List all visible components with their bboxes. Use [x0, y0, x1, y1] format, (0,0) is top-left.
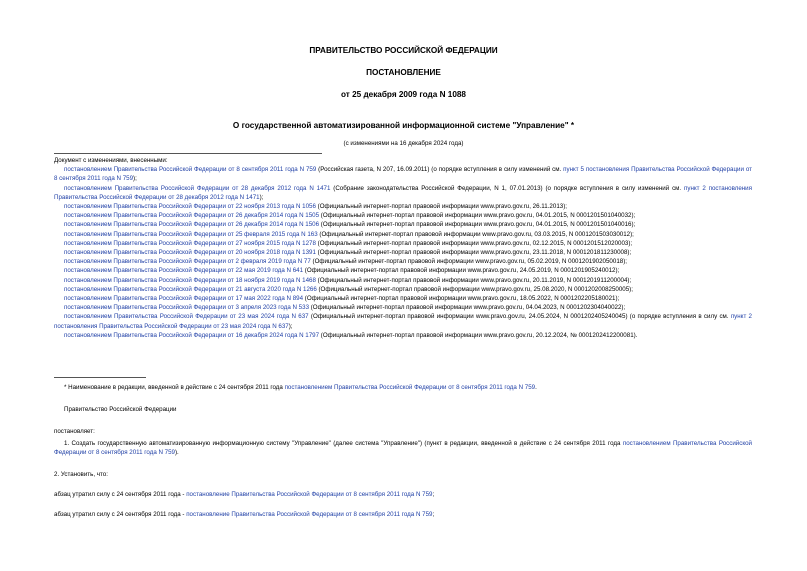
- abz2-end: ;: [432, 511, 435, 518]
- change-text: (Официальный интернет-портал правовой информации www.pravo.gov.ru, 03.03.2015, N 0001201503030012);: [317, 230, 634, 238]
- document-title: О государственной автоматизированной информационной системе "Управление" *: [232, 121, 575, 130]
- change-effective-link[interactable]: пункт 2 постановления Правительства Российской Федерации от 23 мая 2024 года N 637: [54, 313, 752, 330]
- change-link[interactable]: постановлением Правительства Российской Федерации от 28 декабря 2012 года N 1471: [64, 184, 331, 192]
- p1-text: 1. Создать государственную автоматизированную информационную систему "Управление" (далее система "Управление") (пункт в редакции, введенной в действие с 24 сентября 2011 года: [64, 440, 623, 447]
- footnote-link[interactable]: постановлением Правительства Российской Федерации от 8 сентября 2011 года N 759: [284, 384, 536, 391]
- change-item: [54, 266, 752, 275]
- changes-intro: Документ с изменениями, внесенными:: [54, 157, 168, 164]
- change-text: (Официальный интернет-портал правовой информации www.pravo.gov.ru, 24.05.2024, N 0001202405240045) (о порядке вступления в силу см.: [308, 313, 731, 321]
- changes-items: [54, 165, 752, 340]
- change-text-end: );: [133, 175, 137, 183]
- change-item: [54, 303, 752, 312]
- doc-type-heading: ПОСТАНОВЛЕНИЕ: [366, 68, 441, 77]
- change-item: [54, 230, 752, 239]
- abz2-text: абзац утратил силу с 24 сентября 2011 года -: [54, 511, 187, 518]
- government-heading: ПРАВИТЕЛЬСТВО РОССИЙСКОЙ ФЕДЕРАЦИИ: [309, 46, 498, 55]
- change-item: [54, 312, 752, 330]
- change-link[interactable]: постановлением Правительства Российской Федерации от 17 мая 2022 года N 894: [64, 295, 304, 303]
- change-item: [54, 202, 752, 211]
- footnote-separator: [54, 377, 146, 378]
- change-link[interactable]: постановлением Правительства Российской Федерации от 20 ноября 2018 года N 1391: [64, 249, 316, 257]
- change-item: [54, 257, 752, 266]
- change-text: (Российская газета, N 207, 16.09.2011) (о порядке вступления в силу изменений см.: [316, 166, 564, 174]
- p2: 2. Установить, что:: [54, 471, 108, 478]
- decrees-line: [54, 427, 752, 436]
- change-text: (Официальный интернет-портал правовой информации www.pravo.gov.ru, 04.01.2015, N 0001201501040032);: [319, 212, 636, 220]
- abzac-2: [54, 510, 752, 519]
- change-link[interactable]: постановлением Правительства Российской Федерации от 18 ноября 2019 года N 1468: [64, 276, 316, 284]
- change-link[interactable]: постановлением Правительства Российской Федерации от 3 апреля 2023 года N 533: [64, 304, 310, 312]
- change-item: [54, 276, 752, 285]
- change-link[interactable]: постановлением Правительства Российской Федерации от 26 декабря 2014 года N 1505: [64, 212, 320, 220]
- change-text: (Официальный интернет-портал правовой информации www.pravo.gov.ru, 05.02.2019, N 0001201902050018);: [310, 258, 627, 266]
- decrees: постановляет:: [54, 428, 95, 435]
- abz2-link[interactable]: постановление Правительства Российской Федерации от 8 сентября 2011 года N 759: [186, 511, 433, 518]
- changes-list: [54, 156, 752, 340]
- change-text: (Официальный интернет-портал правовой информации www.pravo.gov.ru, 20.11.2019, N 0001201911200004);: [315, 276, 632, 284]
- separator-line: [54, 153, 322, 154]
- change-text: (Официальный интернет-портал правовой информации www.pravo.gov.ru, 20.12.2024, № 0001202412200081).: [319, 331, 638, 339]
- footnote-text: * Наименование в редакции, введенной в действие с 24 сентября 2011 года: [64, 384, 285, 391]
- change-link[interactable]: постановлением Правительства Российской Федерации от 22 ноября 2013 года N 1056: [64, 203, 316, 211]
- change-link[interactable]: постановлением Правительства Российской Федерации от 23 мая 2024 года N 637: [64, 313, 309, 321]
- abzac-1: [54, 490, 752, 499]
- change-text: (Официальный интернет-портал правовой информации www.pravo.gov.ru, 02.12.2015, N 0001201512020003);: [315, 239, 633, 247]
- issuer-line: [54, 405, 752, 414]
- change-effective-link[interactable]: пункт 2 постановления Правительства Российской Федерации от 28 декабря 2012 года N 1471: [54, 184, 752, 201]
- date-number-heading: от 25 декабря 2009 года N 1088: [341, 90, 466, 99]
- change-item: [54, 331, 752, 340]
- change-text: (Официальный интернет-портал правовой информации www.pravo.gov.ru, 24.05.2019, N 0001201905240012);: [303, 267, 620, 275]
- change-link[interactable]: постановлением Правительства Российской Федерации от 27 ноября 2015 года N 1278: [64, 239, 316, 247]
- abz1-link[interactable]: постановление Правительства Российской Федерации от 8 сентября 2011 года N 759: [186, 491, 433, 498]
- change-item: [54, 220, 752, 229]
- change-link[interactable]: постановлением Правительства Российской Федерации от 22 мая 2019 года N 641: [64, 267, 304, 275]
- change-link[interactable]: постановлением Правительства Российской Федерации от 16 декабря 2024 года N 1797: [64, 331, 320, 339]
- change-item: [54, 184, 752, 202]
- change-text: (Официальный интернет-портал правовой информации www.pravo.gov.ru, 26.11.2013);: [315, 203, 567, 211]
- change-link[interactable]: постановлением Правительства Российской Федерации от 8 сентября 2011 года N 759: [64, 166, 317, 174]
- change-link[interactable]: постановлением Правительства Российской Федерации от 25 февраля 2015 года N 163: [64, 230, 318, 238]
- change-text: (Официальный интернет-портал правовой информации www.pravo.gov.ru, 04.04.2023, N 0001202304040022);: [309, 304, 626, 312]
- revision-note: (с изменениями на 16 декабря 2024 года): [343, 140, 464, 147]
- paragraph-2: [54, 470, 752, 479]
- change-text-end: );: [288, 322, 293, 330]
- change-text: (Официальный интернет-портал правовой информации www.pravo.gov.ru, 25.08.2020, N 0001202008250005);: [316, 285, 633, 293]
- change-text: (Официальный интернет-портал правовой информации www.pravo.gov.ru, 23.11.2018, N 0001201811230008);: [315, 249, 632, 257]
- issuer: Правительство Российской Федерации: [64, 406, 177, 413]
- footnote: [54, 383, 752, 392]
- change-text-end: );: [259, 193, 264, 201]
- change-item: [54, 165, 752, 183]
- change-link[interactable]: постановлением Правительства Российской Федерации от 26 декабря 2014 года N 1506: [64, 221, 320, 229]
- change-link[interactable]: постановлением Правительства Российской Федерации от 2 февраля 2019 года N 77: [64, 258, 311, 266]
- change-text: (Собрание законодательства Российской Федерации, N 1, 07.01.2013) (о порядке вступления в силу изменений см.: [330, 184, 684, 192]
- abz1-text: абзац утратил силу с 24 сентября 2011 года -: [54, 491, 187, 498]
- p1-end: ).: [175, 449, 179, 457]
- change-item: [54, 294, 752, 303]
- change-item: [54, 211, 752, 220]
- change-effective-link[interactable]: пункт 5 постановления Правительства Российской Федерации от 8 сентября 2011 года N 759: [54, 166, 752, 183]
- change-text: (Официальный интернет-портал правовой информации www.pravo.gov.ru, 04.01.2015, N 0001201501040016);: [319, 221, 636, 229]
- change-text: (Официальный интернет-портал правовой информации www.pravo.gov.ru, 18.05.2022, N 0001202205180021);: [303, 295, 620, 303]
- change-item: [54, 285, 752, 294]
- change-link[interactable]: постановлением Правительства Российской Федерации от 21 августа 2020 года N 1266: [64, 285, 317, 293]
- p1-link[interactable]: постановлением Правительства Российской Федерации от 8 сентября 2011 года N 759: [54, 440, 753, 457]
- abz1-end: ;: [432, 491, 435, 498]
- footnote-end: .: [535, 384, 537, 391]
- paragraph-1: [54, 439, 752, 457]
- change-item: [54, 248, 752, 257]
- change-item: [54, 239, 752, 248]
